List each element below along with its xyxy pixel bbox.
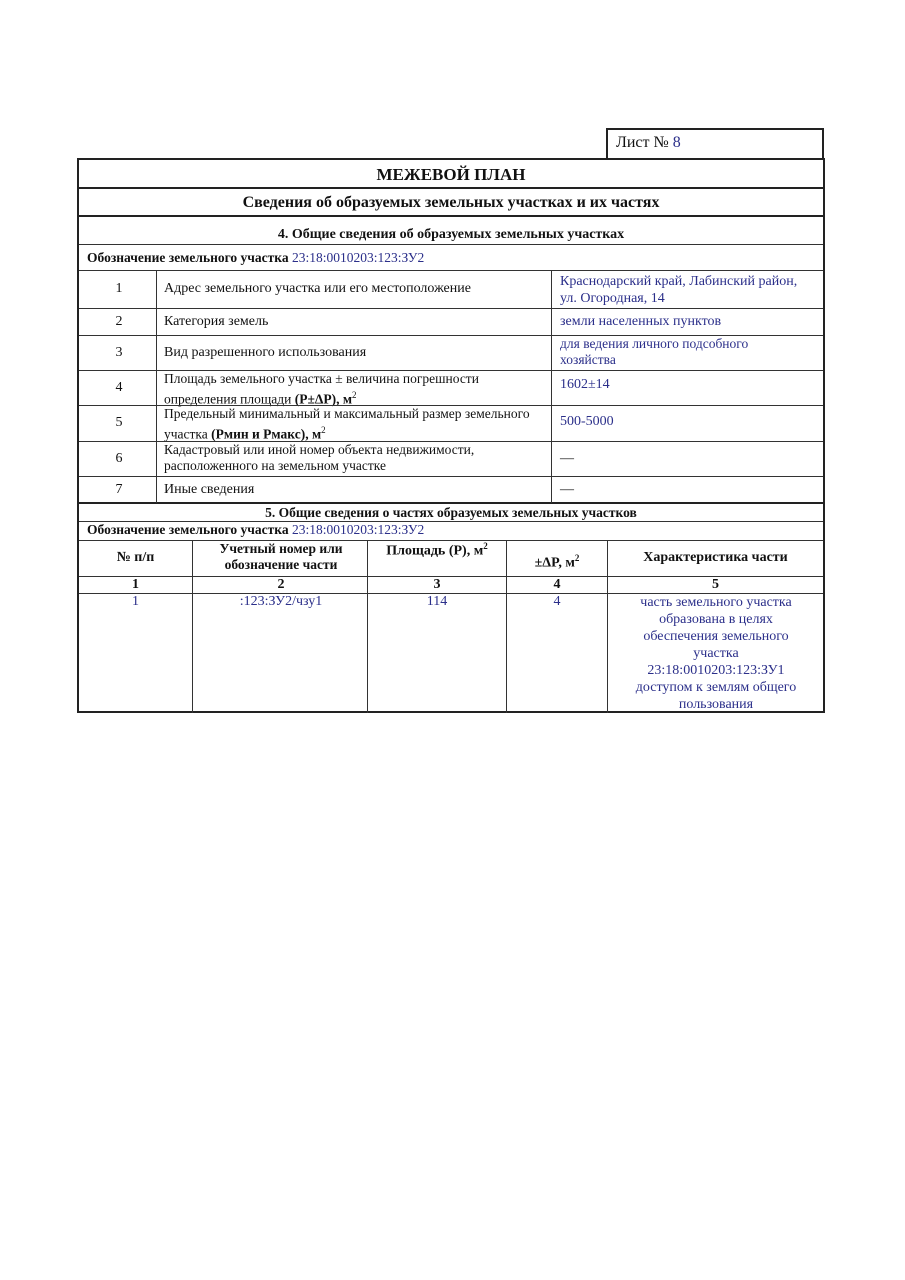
section4-row [79, 476, 823, 503]
row-name: Предельный минимальный и максимальный размер земельного участка (Pмин и Pмакс), $м^2$ [164, 406, 530, 442]
row-value: — [560, 451, 574, 466]
table-row [79, 593, 823, 712]
section4-row [79, 441, 823, 476]
row-number: 3 [115, 345, 123, 360]
row-name: Иные сведения [164, 482, 255, 497]
col-header-delta: ±ΔP, $м^2$ [534, 553, 580, 571]
row-value: — [560, 482, 574, 497]
row-value: земли населенных пунктов [560, 314, 722, 329]
section4-designation-value: 23:18:0010203:123:ЗУ2 [291, 250, 425, 265]
section5-column-numbers: 1 2 3 4 5 [132, 577, 719, 592]
row-name: Адрес земельного участка или его местоположение [164, 281, 471, 296]
row-number: 6 [115, 451, 123, 466]
document-title: МЕЖЕВОЙ ПЛАН [376, 165, 526, 184]
section5-heading: 5. Общие сведения о частях образуемых земельных участков [265, 505, 637, 520]
part-area: 114 [426, 594, 448, 609]
row-number: 5 [115, 415, 123, 430]
row-number: 4 [115, 380, 123, 395]
part-row-number: 1 [132, 594, 139, 609]
row-name: Площадь земельного участка ± величина погрешности определения площади (P±ΔP), $м^2$ [164, 371, 479, 407]
row-value: 500-5000 [560, 414, 614, 429]
section4-row [79, 270, 823, 308]
row-number: 1 [115, 281, 123, 296]
col-header-characteristic: Характеристика части [643, 550, 788, 565]
row-name: Кадастровый или иной номер объекта недвижимости, расположенного на земельном участке [164, 442, 475, 473]
section5-designation-label: Обозначение земельного участка [87, 522, 289, 537]
sheet-number: 8 [672, 134, 681, 151]
col-header-number: № п/п [116, 550, 155, 565]
section4-row [79, 405, 823, 441]
col-header-area: Площадь (P), $м^2$ [386, 541, 488, 559]
part-delta: 4 [553, 594, 561, 609]
col-header-part-number: Учетный номер или обозначение части [219, 541, 343, 572]
part-number: :123:ЗУ2/чзу1 [239, 594, 323, 609]
section4-heading: 4. Общие сведения об образуемых земельных участках [277, 227, 625, 242]
boundary-plan-form [77, 158, 825, 713]
sheet-label: Лист № [616, 134, 669, 151]
row-number: 7 [115, 482, 123, 497]
document-subtitle: Сведения об образуемых земельных участках и их частях [242, 194, 660, 211]
row-number: 2 [115, 314, 123, 329]
section5-header-row [79, 540, 823, 576]
row-value: 1602±14 [560, 377, 610, 392]
row-name: Категория земель [164, 314, 269, 329]
section4-designation [79, 244, 823, 270]
row-value: для ведения личного подсобного хозяйства [560, 336, 749, 367]
section4-designation-label: Обозначение земельного участка [87, 250, 289, 265]
section4-row [79, 335, 823, 370]
section5-designation-value: 23:18:0010203:123:ЗУ2 [291, 522, 425, 537]
section4-row [79, 370, 823, 405]
row-value: Краснодарский край, Лабинский район, ул. Огородная, 14 [560, 274, 798, 306]
sheet-number-box [606, 128, 824, 158]
section4-row [79, 308, 823, 335]
row-name: Вид разрешенного использования [164, 345, 367, 360]
part-characteristic: часть земельного участка образована в целях обеспечения земельного участка 23:18:0010203:123:ЗУ1 доступом к землям общего пользования [635, 595, 797, 712]
section5-designation [79, 521, 823, 540]
